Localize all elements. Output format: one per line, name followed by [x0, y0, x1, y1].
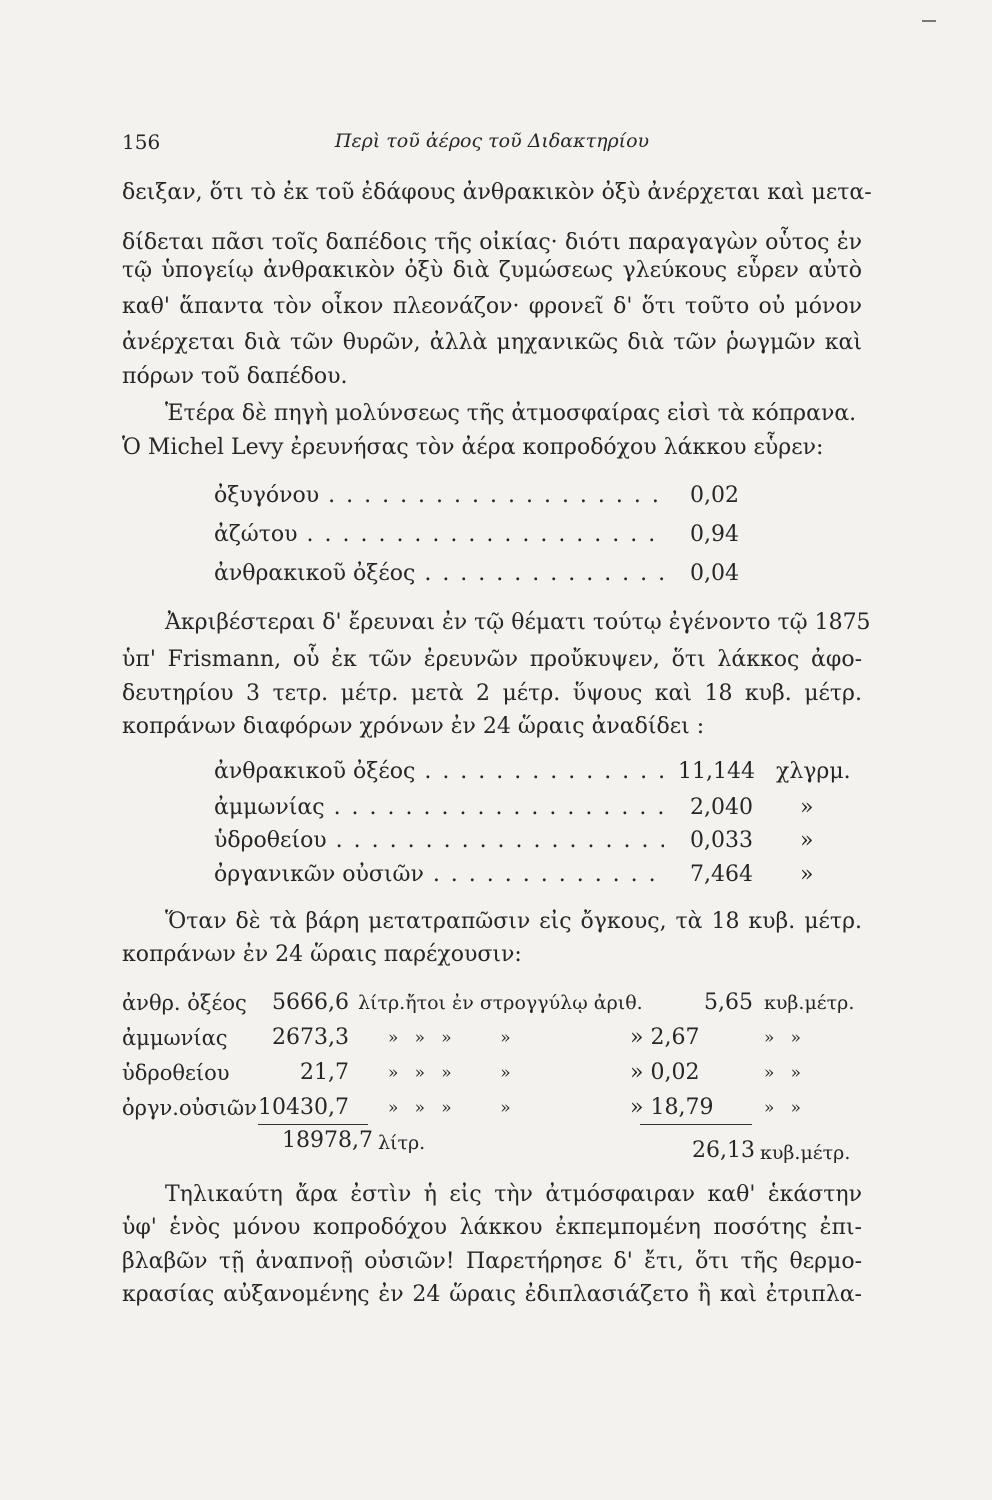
- text-line: πόρων τοῦ δαπέδου.: [122, 364, 348, 389]
- text-line: δειξαν, ὅτι τὸ ἐκ τοῦ ἐδάφους ἀνθρακικὸν ὀξὺ ἀνέρχεται καὶ μετα-: [122, 180, 872, 205]
- page-number: 156: [122, 130, 161, 154]
- cubic-unit: κυβ.μέτρ.: [764, 992, 855, 1014]
- row-value: 7,464: [690, 862, 753, 887]
- text-line: ὑφ' ἑνὸς μόνου κοπροδόχου λάκκου ἐκπεμπομένη ποσότης ἐπι-: [122, 1215, 862, 1240]
- row-label: ἀζώτου . . .: [214, 520, 664, 550]
- sum-rule: [258, 1124, 368, 1125]
- row-value: 0,02: [690, 483, 739, 508]
- row-value: 0,033: [690, 828, 753, 853]
- row-label: ἀνθρακικοῦ ὀξέος . . .: [214, 757, 664, 787]
- sum-rule: [640, 1124, 752, 1125]
- text-line: βλαβῶν τῇ ἀναπνοῇ οὐσιῶν! Παρετήρησε δ' ἔτι, ὅτι τῆς θερμο-: [122, 1249, 862, 1274]
- conversion-label: ἀνθρ. ὀξέος: [122, 991, 247, 1015]
- row-label: ἀμμωνίας . . .: [214, 793, 664, 823]
- running-title: Περὶ τοῦ ἀέρος τοῦ Διδακτηρίου: [334, 130, 650, 152]
- row-unit: »: [800, 795, 814, 820]
- ditto-marks: » » » »: [388, 1063, 511, 1083]
- cubic-unit: » »: [764, 1098, 802, 1118]
- text-line: κοπράνων ἐν 24 ὥραις παρέχουσιν:: [122, 942, 522, 967]
- conversion-label: ὀργν.οὐσιῶν: [122, 1096, 257, 1120]
- row-unit: »: [800, 862, 814, 887]
- row-value: 2,040: [690, 795, 753, 820]
- cubic-value: » 2,67: [630, 1025, 700, 1050]
- row-value: 0,94: [690, 522, 739, 547]
- cubic-unit: » »: [764, 1028, 802, 1048]
- litres-value: 5666,6: [272, 990, 349, 1015]
- text-line: τῷ ὑπογείῳ ἀνθρακικὸν ὀξὺ διὰ ζυμώσεως γλεύκους εὗρεν αὐτὸ: [122, 258, 862, 283]
- text-line: ἀνέρχεται διὰ τῶν θυρῶν, ἀλλὰ μηχανικῶς διὰ τῶν ῥωγμῶν καὶ: [122, 330, 862, 355]
- text-line: Τηλικαύτη ἄρα ἐστὶν ἡ εἰς τὴν ἀτμόσφαιραν καθ' ἑκάστην: [165, 1182, 862, 1207]
- conversion-label: ἀμμωνίας: [122, 1026, 228, 1050]
- cubic-value: 5,65: [704, 990, 753, 1015]
- total-litres-unit: λίτρ.: [378, 1132, 426, 1154]
- text-line: κοπράνων διαφόρων χρόνων ἐν 24 ὥραις ἀναδίδει :: [122, 714, 705, 739]
- litres-value: 10430,7: [258, 1095, 349, 1120]
- row-label: ὑδροθείου . . .: [214, 826, 664, 856]
- row-value: 0,04: [690, 561, 739, 586]
- cubic-value: » 0,02: [630, 1060, 700, 1085]
- litres-value: 2673,3: [272, 1025, 349, 1050]
- text-line: καθ' ἅπαντα τὸν οἶκον πλεονάζον· φρονεῖ δ' ὅτι τοῦτο οὐ μόνον: [122, 294, 862, 319]
- text-line: ὑπ' Frismann, οὗ ἐκ τῶν ἐρευνῶν προὔκυψεν, ὅτι λάκκος ἀφο-: [122, 647, 862, 672]
- total-cubic-unit: κυβ.μέτρ.: [760, 1142, 851, 1164]
- cubic-unit: » »: [764, 1063, 802, 1083]
- row-label: ὀργανικῶν οὐσιῶν . . .: [214, 860, 664, 890]
- litres-value: 21,7: [300, 1060, 349, 1085]
- ditto-marks: » » » »: [388, 1028, 511, 1048]
- page-header: [122, 130, 862, 164]
- row-value: 11,144: [678, 759, 755, 784]
- total-litres: 18978,7: [282, 1128, 373, 1153]
- text-line: δευτηρίου 3 τετρ. μέτρ. μετὰ 2 μέτρ. ὕψους καὶ 18 κυβ. μέτρ.: [122, 681, 862, 706]
- total-cubic: 26,13: [692, 1138, 755, 1163]
- row-unit: »: [800, 828, 814, 853]
- conversion-note: λίτρ.ἤτοι ἐν στρογγύλῳ ἀριθ.: [358, 992, 643, 1014]
- text-line: Ὅταν δὲ τὰ βάρη μετατραπῶσιν εἰς ὄγκους, τὰ 18 κυβ. μέτρ.: [165, 909, 862, 934]
- row-label: ὀξυγόνου . . .: [214, 481, 664, 511]
- conversion-label: ὑδροθείου: [122, 1061, 230, 1085]
- edge-mark: [922, 20, 936, 22]
- row-label: ἀνθρακικοῦ ὀξέος . . .: [214, 559, 664, 589]
- text-line: κρασίας αὐξανομένης ἐν 24 ὥραις ἐδιπλασιάζετο ἢ καὶ ἐτριπλα-: [122, 1282, 862, 1307]
- text-line: Ἑτέρα δὲ πηγὴ μολύνσεως τῆς ἀτμοσφαίρας εἰσὶ τὰ κόπρανα.: [165, 401, 857, 426]
- cubic-value: » 18,79: [630, 1095, 714, 1120]
- text-line: Ἀκριβέστεραι δ' ἔρευναι ἐν τῷ θέματι τούτῳ ἐγένοντο τῷ 1875: [165, 610, 871, 635]
- text-line: δίδεται πᾶσι τοῖς δαπέδοις τῆς οἰκίας· διότι παραγαγὼν οὗτος ἐν: [122, 230, 862, 255]
- ditto-marks: » » » »: [388, 1098, 511, 1118]
- text-line: Ὁ Michel Levy ἐρευνήσας τὸν ἀέρα κοπροδόχου λάκκου εὗρεν:: [122, 435, 824, 460]
- row-unit: χλγρμ.: [776, 759, 851, 784]
